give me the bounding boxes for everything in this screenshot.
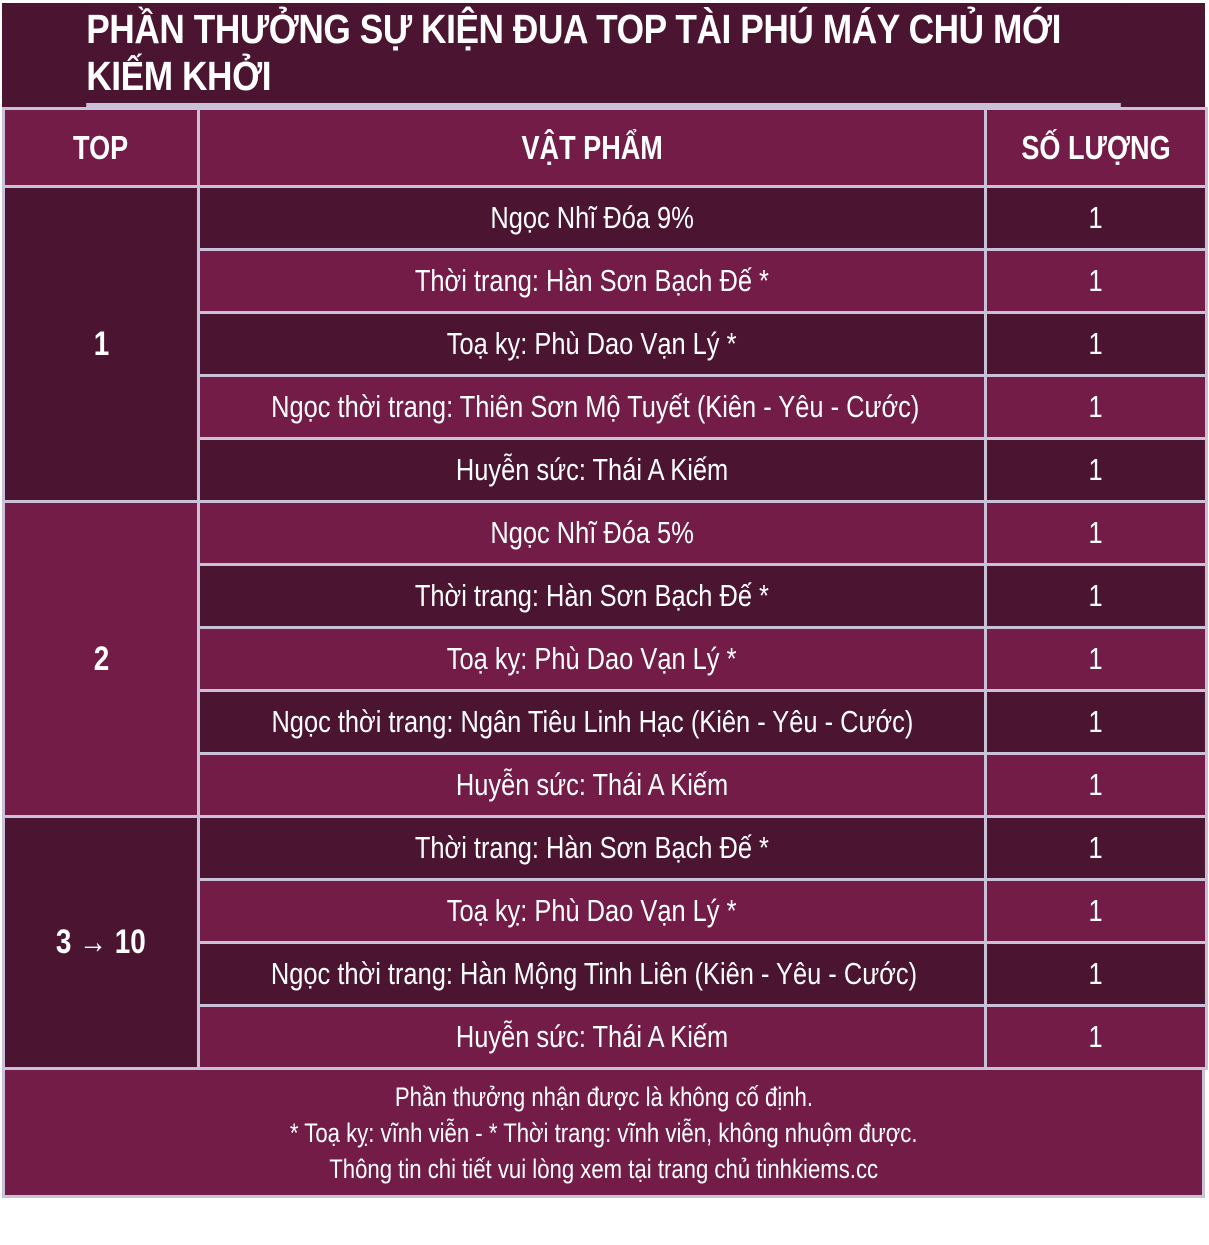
- quantity-cell: 1: [986, 943, 1207, 1006]
- quantity-cell: 1: [986, 502, 1207, 565]
- quantity-cell: 1: [986, 250, 1207, 313]
- quantity-cell: 1: [986, 313, 1207, 376]
- table-header-row: [4, 109, 1207, 187]
- item-cell: Ngọc thời trang: Thiên Sơn Mộ Tuyết (Kiên - Yêu - Cước): [199, 376, 986, 439]
- rank-cell: 1: [4, 187, 199, 502]
- page-title: PHẦN THƯỞNG SỰ KIỆN ĐUA TOP TÀI PHÚ MÁY CHỦ MỚI KIẾM KHỞI: [86, 3, 1121, 107]
- quantity-cell: 1: [986, 1006, 1207, 1069]
- footer-note-2: * Toạ kỵ: vĩnh viễn - * Thời trang: vĩnh viễn, không nhuộm được.: [289, 1117, 918, 1148]
- header-top: TOP: [4, 109, 199, 187]
- item-cell: Huyễn sức: Thái A Kiếm: [199, 439, 986, 502]
- item-cell: Toạ kỵ: Phù Dao Vạn Lý *: [199, 880, 986, 943]
- item-cell: Ngọc thời trang: Hàn Mộng Tinh Liên (Kiên - Yêu - Cước): [199, 943, 986, 1006]
- quantity-cell: 1: [986, 880, 1207, 943]
- rank-cell: 2: [4, 502, 199, 817]
- quantity-cell: 1: [986, 691, 1207, 754]
- quantity-cell: 1: [986, 439, 1207, 502]
- header-item: VẬT PHẨM: [199, 109, 986, 187]
- item-cell: Toạ kỵ: Phù Dao Vạn Lý *: [199, 313, 986, 376]
- item-cell: Thời trang: Hàn Sơn Bạch Đế *: [199, 250, 986, 313]
- quantity-cell: 1: [986, 376, 1207, 439]
- quantity-cell: 1: [986, 754, 1207, 817]
- item-cell: Toạ kỵ: Phù Dao Vạn Lý *: [199, 628, 986, 691]
- table-row: [4, 817, 1207, 880]
- item-cell: Huyễn sức: Thái A Kiếm: [199, 754, 986, 817]
- rank-cell: 3 → 10: [4, 817, 199, 1069]
- table-row: [4, 187, 1207, 250]
- quantity-cell: 1: [986, 817, 1207, 880]
- item-cell: Huyễn sức: Thái A Kiếm: [199, 1006, 986, 1069]
- footer-note-3: Thông tin chi tiết vui lòng xem tại trang chủ tinhkiems.cc: [329, 1153, 878, 1184]
- item-cell: Ngọc Nhĩ Đóa 5%: [199, 502, 986, 565]
- quantity-cell: 1: [986, 628, 1207, 691]
- footer-note-1: Phần thưởng nhận được là không cố định.: [394, 1081, 813, 1112]
- table-body: [4, 187, 1207, 1069]
- header-qty: SỐ LƯỢNG: [986, 109, 1207, 187]
- item-cell: Thời trang: Hàn Sơn Bạch Đế *: [199, 565, 986, 628]
- item-cell: Ngọc thời trang: Ngân Tiêu Linh Hạc (Kiên - Yêu - Cước): [199, 691, 986, 754]
- table-row: [4, 502, 1207, 565]
- footer-notes: [2, 1070, 1205, 1198]
- quantity-cell: 1: [986, 187, 1207, 250]
- reward-table: [2, 107, 1208, 1070]
- item-cell: Thời trang: Hàn Sơn Bạch Đế *: [199, 817, 986, 880]
- title-bar: [2, 3, 1205, 107]
- quantity-cell: 1: [986, 565, 1207, 628]
- item-cell: Ngọc Nhĩ Đóa 9%: [199, 187, 986, 250]
